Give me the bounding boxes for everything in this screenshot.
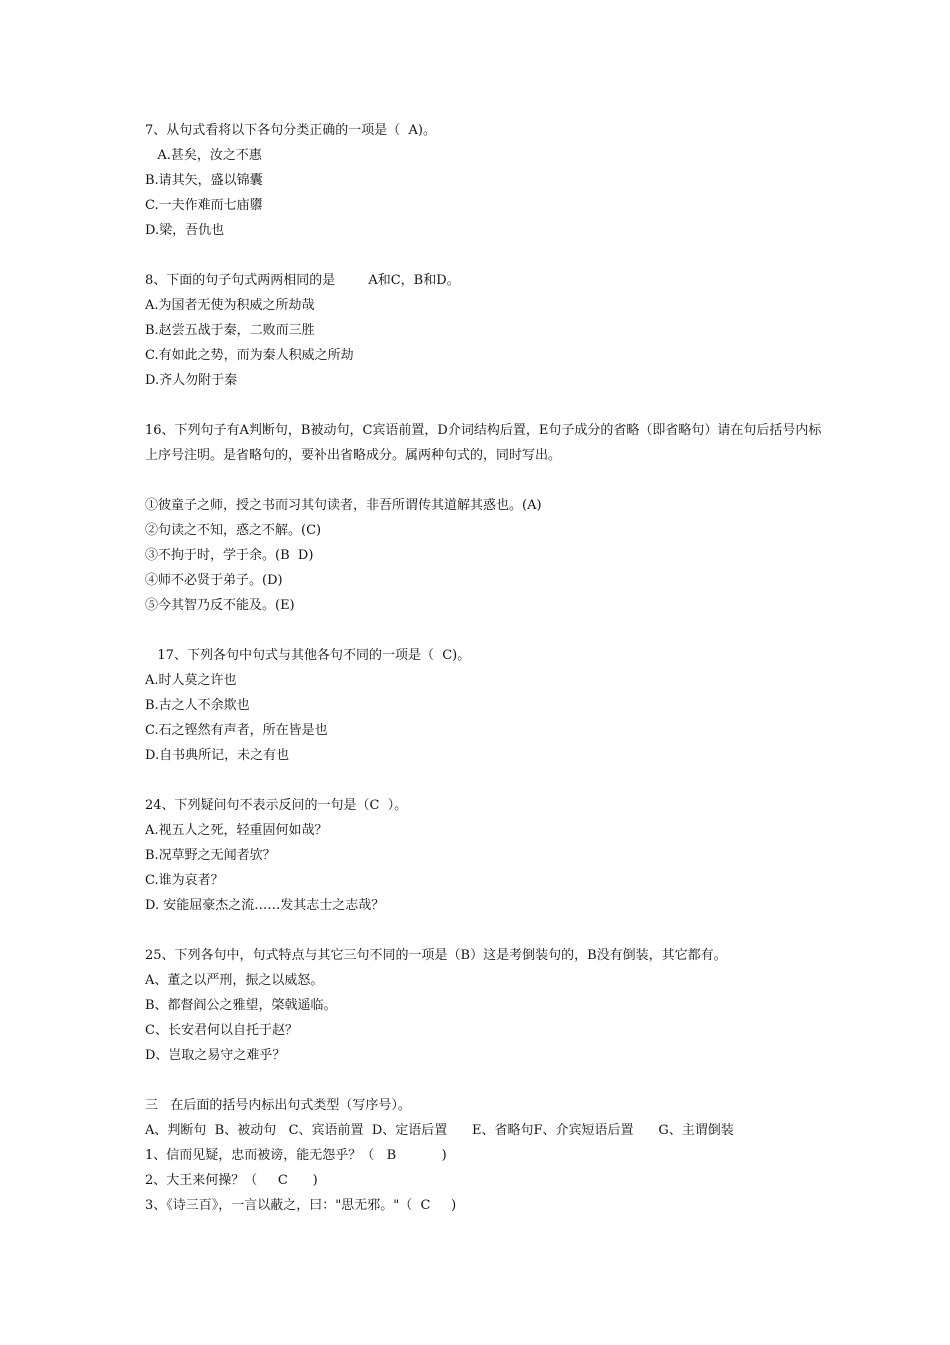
part-3-title: 三 在后面的括号内标出句式类型（写序号）。 bbox=[145, 1098, 411, 1113]
question-16-item-4: ④师不必贤于弟子。(D) bbox=[145, 573, 283, 588]
document-content bbox=[145, 118, 825, 1218]
question-17-option-c: C.石之铿然有声者，所在皆是也 bbox=[145, 723, 328, 738]
question-7-option-a: A.甚矣，汝之不惠 bbox=[145, 148, 262, 163]
question-8-option-d: D.齐人勿附于秦 bbox=[145, 373, 238, 388]
question-17-option-d: D.自书典所记，未之有也 bbox=[145, 748, 290, 763]
question-16-item-5: ⑤今其智乃反不能及。(E) bbox=[145, 598, 295, 613]
question-7-option-b: B.请其矢，盛以锦囊 bbox=[145, 173, 263, 188]
spacer bbox=[145, 393, 825, 418]
question-25-option-b: B、都督阎公之雅望，棨戟遥临。 bbox=[145, 998, 337, 1013]
question-25-title: 25、下列各句中，句式特点与其它三句不同的一项是（B）这是考倒装句的，B没有倒装，其它都有。 bbox=[145, 948, 727, 963]
question-24-option-c: C.谁为哀者？ bbox=[145, 873, 224, 888]
question-24-title: 24、下列疑问句不表示反问的一句是（C ）。 bbox=[145, 798, 408, 813]
question-24-option-d: D. 安能屈豪杰之流……发其志士之志哉？ bbox=[145, 898, 385, 913]
question-16-title: 16、下列句子有A判断句，B被动句，C宾语前置，D介词结构后置，E句子成分的省略（即省略句）请在句后括号内标上序号注明。是省略句的，要补出省略成分。属两种句式的，同时写出。 bbox=[145, 423, 822, 463]
question-8-option-b: B.赵尝五战于秦，二败而三胜 bbox=[145, 323, 315, 338]
question-25-option-d: D、岂取之易守之难乎？ bbox=[145, 1048, 286, 1063]
part-3-item-1: 1、信而见疑，忠而被谤，能无怨乎？（ B ) bbox=[145, 1148, 447, 1163]
question-16-item-3: ③不拘于时，学于余。(B D) bbox=[145, 548, 314, 563]
question-17-title: 17、下列各句中句式与其他各句不同的一项是（ C)。 bbox=[145, 648, 471, 663]
question-7-option-c: C.一夫作难而七庙隳 bbox=[145, 198, 263, 213]
question-8-title: 8、下面的句子句式两两相同的是 A和C，B和D。 bbox=[145, 273, 460, 288]
part-3-types: A、判断句 B、被动句 C、宾语前置 D、定语后置 E、省略句F、介宾短语后置 G、主谓倒装 bbox=[145, 1123, 734, 1138]
question-24-option-a: A.视五人之死，轻重固何如哉？ bbox=[145, 823, 328, 838]
part-3-item-3: 3、《诗三百》，一言以蔽之，曰："思无邪。"（ C ) bbox=[145, 1198, 457, 1213]
question-8-option-a: A.为国者无使为积威之所劫哉 bbox=[145, 298, 315, 313]
question-25-option-c: C、长安君何以自托于赵？ bbox=[145, 1023, 298, 1038]
question-17-option-a: A.时人莫之许也 bbox=[145, 673, 237, 688]
question-8-option-c: C.有如此之势，而为秦人积威之所劫 bbox=[145, 348, 354, 363]
question-16-item-2: ②句读之不知，惑之不解。(C) bbox=[145, 523, 322, 538]
question-7-title: 7、从句式看将以下各句分类正确的一项是（ A)。 bbox=[145, 123, 436, 138]
spacer bbox=[145, 1068, 825, 1093]
question-7-option-d: D.梁，吾仇也 bbox=[145, 223, 225, 238]
spacer bbox=[145, 768, 825, 793]
spacer bbox=[145, 243, 825, 268]
question-17-option-b: B.古之人不余欺也 bbox=[145, 698, 250, 713]
question-16-item-1: ①彼童子之师，授之书而习其句读者，非吾所谓传其道解其惑也。(A) bbox=[145, 498, 542, 513]
spacer bbox=[145, 618, 825, 643]
part-3-item-2: 2、大王来何操？（ C ) bbox=[145, 1173, 318, 1188]
question-25-option-a: A、董之以严刑，振之以威怒。 bbox=[145, 973, 324, 988]
spacer bbox=[145, 468, 825, 493]
spacer bbox=[145, 918, 825, 943]
question-24-option-b: B.况草野之无闻者欤？ bbox=[145, 848, 276, 863]
